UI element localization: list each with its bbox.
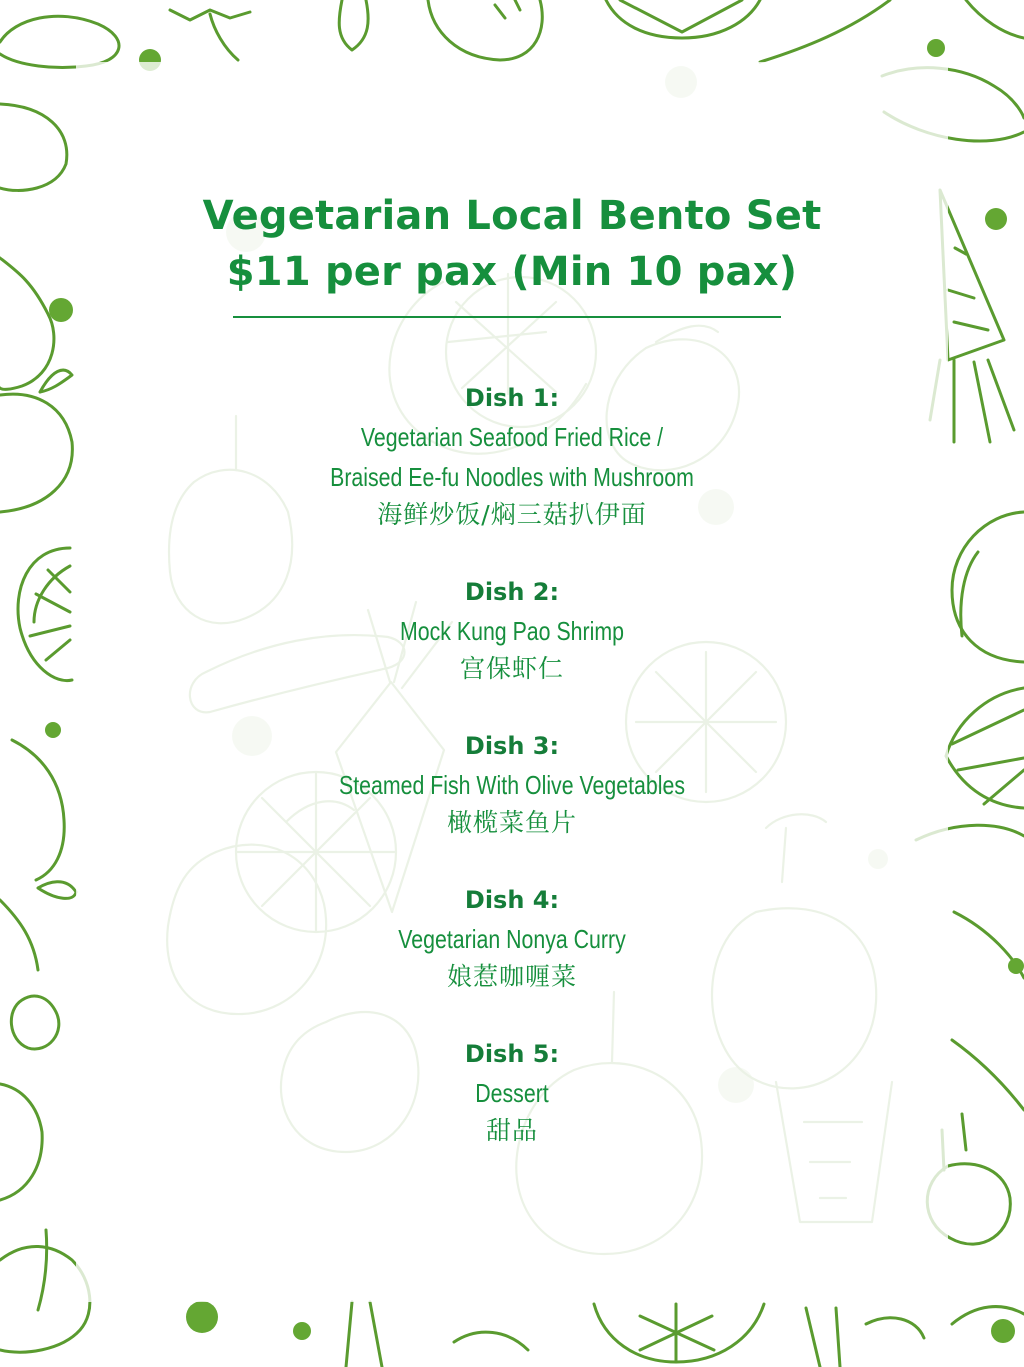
dish-3 bbox=[0, 728, 1024, 841]
dish-english-name: Steamed Fish With Olive Vegetables bbox=[338, 770, 686, 800]
title-divider bbox=[233, 316, 781, 318]
dish-label: Dish 5: bbox=[464, 1040, 560, 1068]
dish-label: Dish 1: bbox=[464, 384, 560, 412]
dish-chinese-name: 娘惹咖喱菜 bbox=[446, 962, 577, 991]
dish-label: Dish 2: bbox=[464, 578, 560, 606]
dish-chinese-name: 海鲜炒饭/焖三菇扒伊面 bbox=[377, 500, 647, 529]
dish-english-name: Vegetarian Seafood Fried Rice / bbox=[360, 422, 664, 452]
menu-title-block bbox=[0, 188, 1024, 300]
price-subtitle: $11 per pax (Min 10 pax) bbox=[226, 249, 798, 295]
dish-2 bbox=[0, 574, 1024, 687]
page-title: Vegetarian Local Bento Set bbox=[202, 193, 822, 239]
dish-list bbox=[0, 380, 1024, 1190]
dish-english-name: Dessert bbox=[475, 1078, 549, 1108]
dish-1 bbox=[0, 380, 1024, 533]
dish-5 bbox=[0, 1036, 1024, 1149]
dish-label: Dish 3: bbox=[464, 732, 560, 760]
dish-english-name: Mock Kung Pao Shrimp bbox=[400, 616, 624, 646]
dish-4 bbox=[0, 882, 1024, 995]
dish-label: Dish 4: bbox=[464, 886, 560, 914]
dish-chinese-name: 甜品 bbox=[485, 1116, 538, 1145]
dish-chinese-name: 橄榄菜鱼片 bbox=[446, 808, 577, 837]
dish-chinese-name: 宫保虾仁 bbox=[459, 654, 564, 683]
dish-english-name: Braised Ee-fu Noodles with Mushroom bbox=[330, 462, 694, 492]
dish-english-name: Vegetarian Nonya Curry bbox=[398, 924, 626, 954]
